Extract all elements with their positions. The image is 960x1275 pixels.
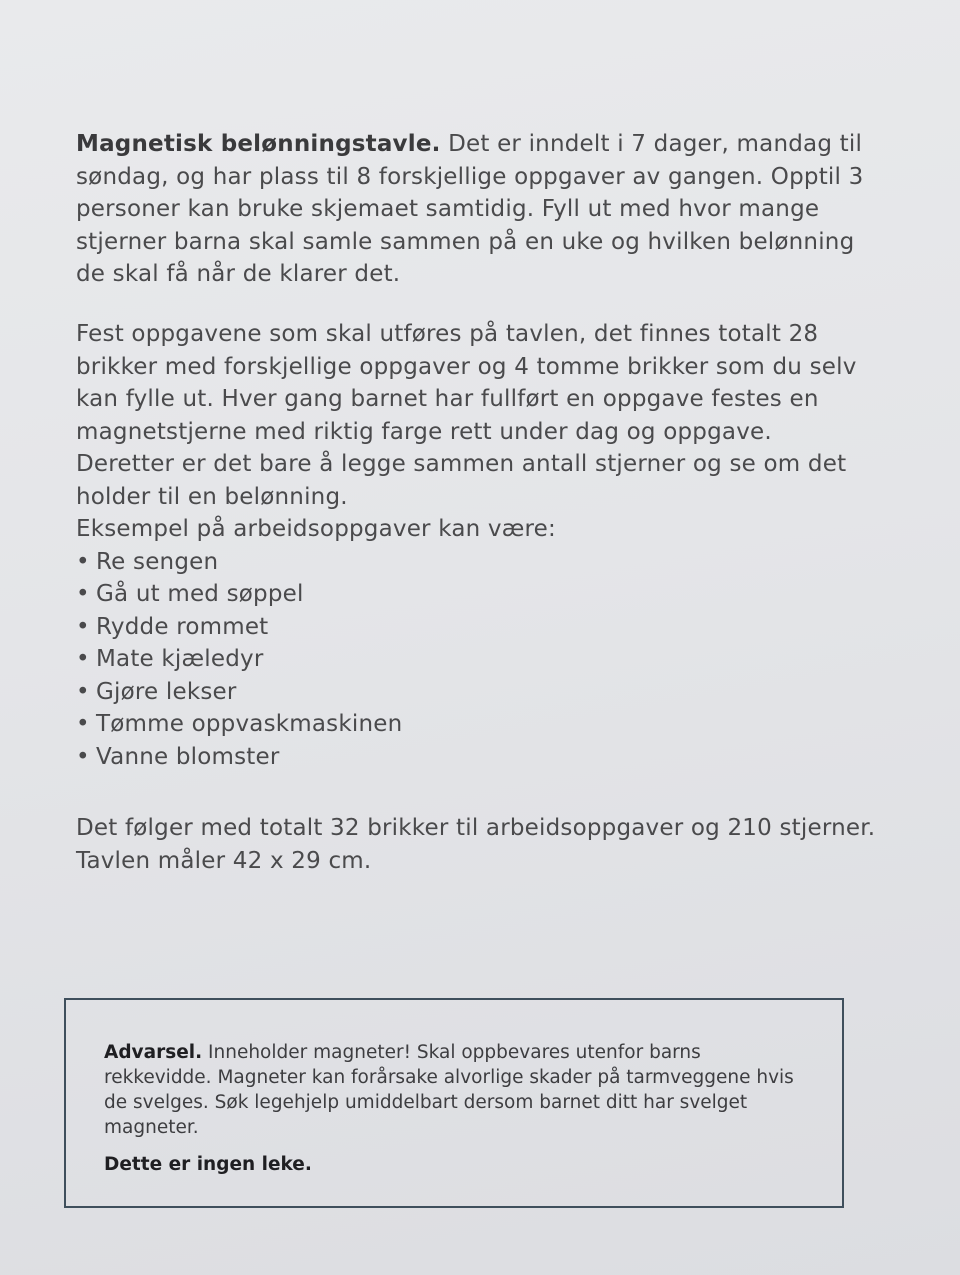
intro-paragraph: [76, 128, 876, 291]
contents-paragraph: [76, 812, 876, 877]
list-item-text: Rydde rommet: [96, 613, 269, 640]
bullet-icon: •: [76, 613, 90, 640]
list-item-text: Gjøre lekser: [96, 678, 237, 705]
bullet-icon: •: [76, 678, 90, 705]
list-item-text: Re sengen: [96, 548, 219, 575]
list-item-text: Mate kjæledyr: [96, 646, 264, 672]
warning-text-block: [104, 1040, 814, 1177]
instructions-text: Fest oppgavene som skal utføres på tavlen, det finnes totalt 28 brikker med forskjellige oppgaver og 4 tomme brikker som du selv kan fylle ut. Hver gang barnet har fullført en oppgave festes en magnetstjerne med riktig farge rett under dag og oppgave. Deretter er det bare å legge sammen antall stjerner og se om det holder til en belønning.: [76, 321, 857, 510]
list-item-text: Vanne blomster: [96, 743, 280, 770]
list-item: [76, 741, 876, 774]
warning-box: [64, 998, 844, 1208]
bullet-icon: •: [76, 743, 90, 770]
list-item: [76, 708, 876, 741]
intro-text: [76, 128, 876, 291]
bullet-icon: •: [76, 646, 90, 672]
warning-title: Advarsel.: [104, 1042, 203, 1063]
examples-section: [76, 513, 876, 773]
bullet-icon: •: [76, 548, 90, 575]
list-item: [76, 546, 876, 579]
examples-heading: Eksempel på arbeidsoppgaver kan være:: [76, 516, 556, 542]
intro-body: Det er inndelt i 7 dager, mandag til søndag, og har plass til 8 forskjellige oppgaver av gangen. Opptil 3 personer kan bruke skjemaet samtidig. Fyll ut med hvor mange stjerner barna skal samle sammen på en uke og hvilken belønning de skal få når de klarer det.: [76, 131, 864, 287]
examples-list: [76, 546, 876, 774]
list-item: [76, 578, 876, 611]
list-item-text: Tømme oppvaskmaskinen: [96, 711, 403, 737]
list-item: [76, 611, 876, 644]
list-item: [76, 643, 876, 676]
warning-paragraph: [104, 1040, 814, 1140]
warning-body: Inneholder magneter! Skal oppbevares utenfor barns rekkevidde. Magneter kan forårsake alvorlige skader på tarmveggene hvis de svelges. Søk legehjelp umiddelbart dersom barnet ditt har svelget magneter.: [104, 1042, 794, 1138]
list-item: [76, 676, 876, 709]
bullet-icon: •: [76, 711, 90, 737]
warning-final-note: Dette er ingen leke.: [104, 1154, 312, 1175]
product-title: Magnetisk belønningstavle.: [76, 131, 441, 157]
bullet-icon: •: [76, 581, 90, 607]
list-item-text: Gå ut med søppel: [96, 581, 304, 607]
contents-text: Det følger med totalt 32 brikker til arbeidsoppgaver og 210 stjerner. Tavlen måler 42 x 29 cm.: [76, 815, 876, 874]
instructions-paragraph: [76, 318, 876, 513]
